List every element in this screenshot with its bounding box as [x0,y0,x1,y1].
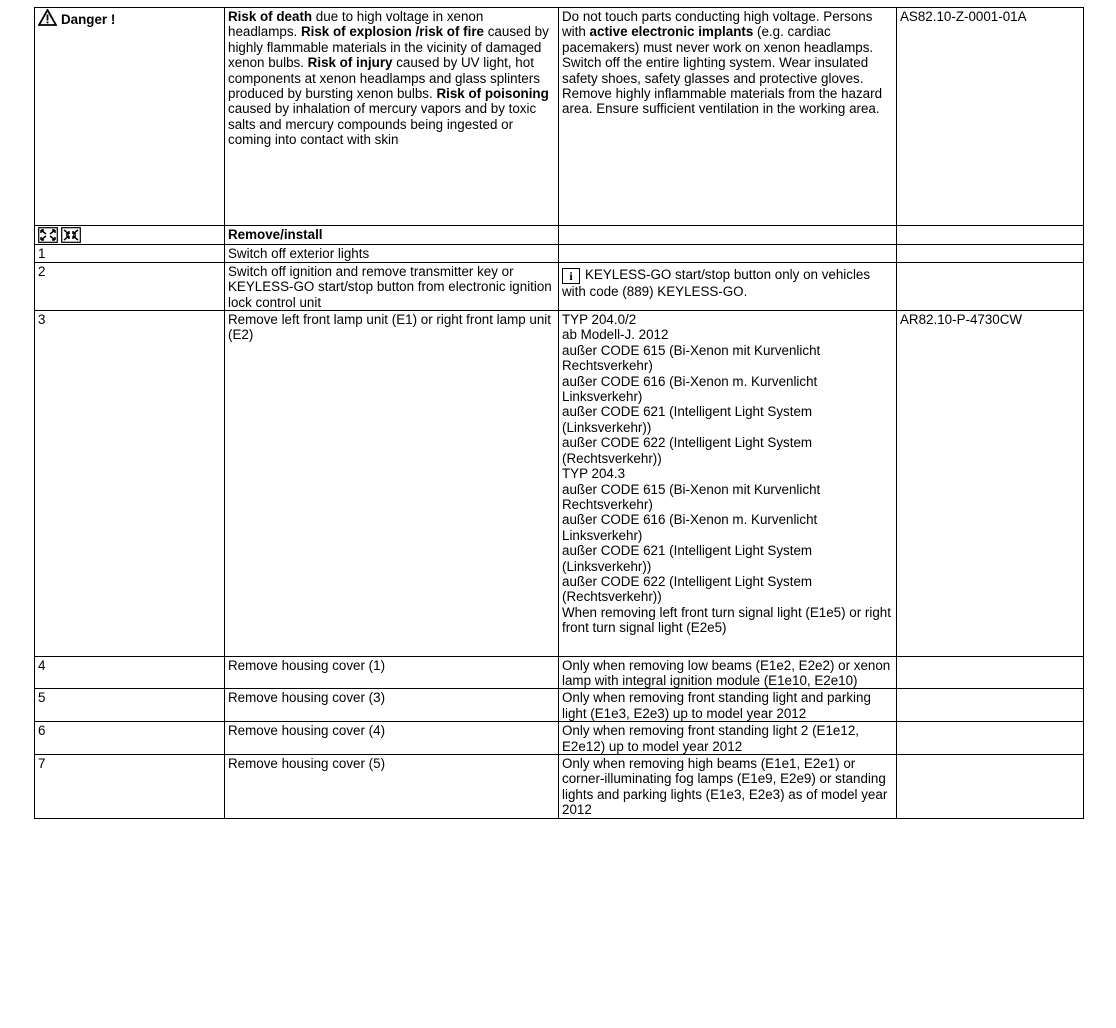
section-empty-4 [897,226,1084,245]
step-note [559,245,897,262]
table-row [35,311,1084,657]
step-number: 1 [35,245,225,262]
remove-icon [38,227,58,243]
procedure-table [34,7,1084,819]
step-ref [897,722,1084,755]
step-note [559,262,897,310]
note-line: außer CODE 615 (Bi-Xenon mit Kurvenlicht Rechtsverkehr) [562,481,821,512]
step-note: Only when removing front standing light 2 (E1e12, E2e12) up to model year 2012 [559,722,897,755]
step-number: 2 [35,262,225,310]
step-number: 7 [35,755,225,819]
danger-label: Danger ! [61,12,116,27]
step-action: Remove housing cover (1) [225,656,559,689]
step-ref-link[interactable]: AR82.10-P-4730CW [897,311,1084,657]
note-line: außer CODE 615 (Bi-Xenon mit Kurvenlicht Rechtsverkehr) [562,342,821,374]
note-line: außer CODE 621 (Intelligent Light System (Linksverkehr)) [562,543,813,574]
step-ref [897,755,1084,819]
step-number: 5 [35,689,225,722]
note-line: When removing left front turn signal light (E1e5) or right front turn signal light (E2e5) [562,604,891,636]
risk-explosion-text: caused by highly flammable materials in the vicinity of damaged xenon bulbs. [228,24,549,71]
table-row [35,722,1084,755]
danger-risks [225,8,559,226]
step-note: Only when removing high beams (E1e1, E2e1) or corner-illuminating fog lamps (E1e9, E2e9) or standing lights and parking lights (E1e3, E2e3) as of model year 2012 [559,755,897,819]
step-ref [897,245,1084,262]
warning-triangle-icon [38,9,57,26]
measures-part1: Do not touch parts conducting high voltage. Persons with [562,9,873,40]
step-action: Remove left front lamp unit (E1) or right front lamp unit (E2) [225,311,559,657]
risk-explosion-title: Risk of explosion /risk of fire [300,24,485,40]
step-number: 3 [35,311,225,657]
risk-poisoning-title: Risk of poisoning [436,86,549,102]
step-note: Only when removing front standing light and parking light (E1e3, E2e3) up to model year 2012 [559,689,897,722]
risk-poisoning-text: caused by inhalation of mercury vapors and by toxic salts and mercury compounds being ingested or coming into contact with skin [228,101,537,148]
risk-death-title: Risk of death [228,9,313,24]
section-empty-3 [559,226,897,245]
step-ref [897,689,1084,722]
table-row [35,689,1084,722]
note-line: ab Modell-J. 2012 [562,327,669,343]
danger-measures [559,8,897,226]
table-row [35,755,1084,819]
step-number: 4 [35,656,225,689]
note-line: außer CODE 616 (Bi-Xenon m. Kurvenlicht Linksverkehr) [562,512,818,543]
step-note: Only when removing low beams (E1e2, E2e2) or xenon lamp with integral ignition module (E1e10, E2e10) [559,656,897,689]
step-ref [897,656,1084,689]
table-row [35,656,1084,689]
section-icons [35,226,225,245]
info-icon: i [562,268,580,284]
note-line: außer CODE 616 (Bi-Xenon m. Kurvenlicht Linksverkehr) [562,373,818,405]
step-action: Remove housing cover (3) [225,689,559,722]
note-line: TYP 204.3 [562,466,626,482]
install-icon [61,227,81,243]
step-action: Remove housing cover (4) [225,722,559,755]
section-row [35,226,1084,245]
section-title: Remove/install [225,226,559,245]
risk-injury-text: caused by UV light, hot components at xenon headlamps and glass splinters produced by bursting xenon bulbs. [228,55,540,102]
danger-row [35,8,1084,226]
step-note-text: KEYLESS-GO start/stop button only on vehicles with code (889) KEYLESS-GO. [562,266,871,299]
risk-death-text: due to high voltage in xenon headlamps. [228,9,484,40]
table-row [35,245,1084,262]
note-line: TYP 204.0/2 [562,312,637,328]
measures-part2: (e.g. cardiac pacemakers) must never work on xenon headlamps. Switch off the entire lighting system. Wear insulated safety shoes, safety glasses and protective gloves. Remove highly inflammable materials from the hazard area. Ensure sufficient ventilation in the working area. [562,24,883,117]
step-action: Switch off ignition and remove transmitter key or KEYLESS-GO start/stop button from electronic ignition lock control unit [225,262,559,310]
measures-implants: active electronic implants [589,24,754,40]
note-line: außer CODE 622 (Intelligent Light System (Rechtsverkehr)) [562,573,813,605]
step-action: Switch off exterior lights [225,245,559,262]
step-number: 6 [35,722,225,755]
note-line: außer CODE 621 (Intelligent Light System (Linksverkehr)) [562,404,813,435]
step-ref [897,262,1084,310]
danger-ref-link[interactable]: AS82.10-Z-0001-01A [897,8,1084,226]
step-note-list [559,311,897,657]
risk-injury-title: Risk of injury [307,55,393,71]
note-line: außer CODE 622 (Intelligent Light System (Rechtsverkehr)) [562,435,813,466]
table-row [35,262,1084,310]
step-action: Remove housing cover (5) [225,755,559,819]
danger-cell [35,8,225,226]
